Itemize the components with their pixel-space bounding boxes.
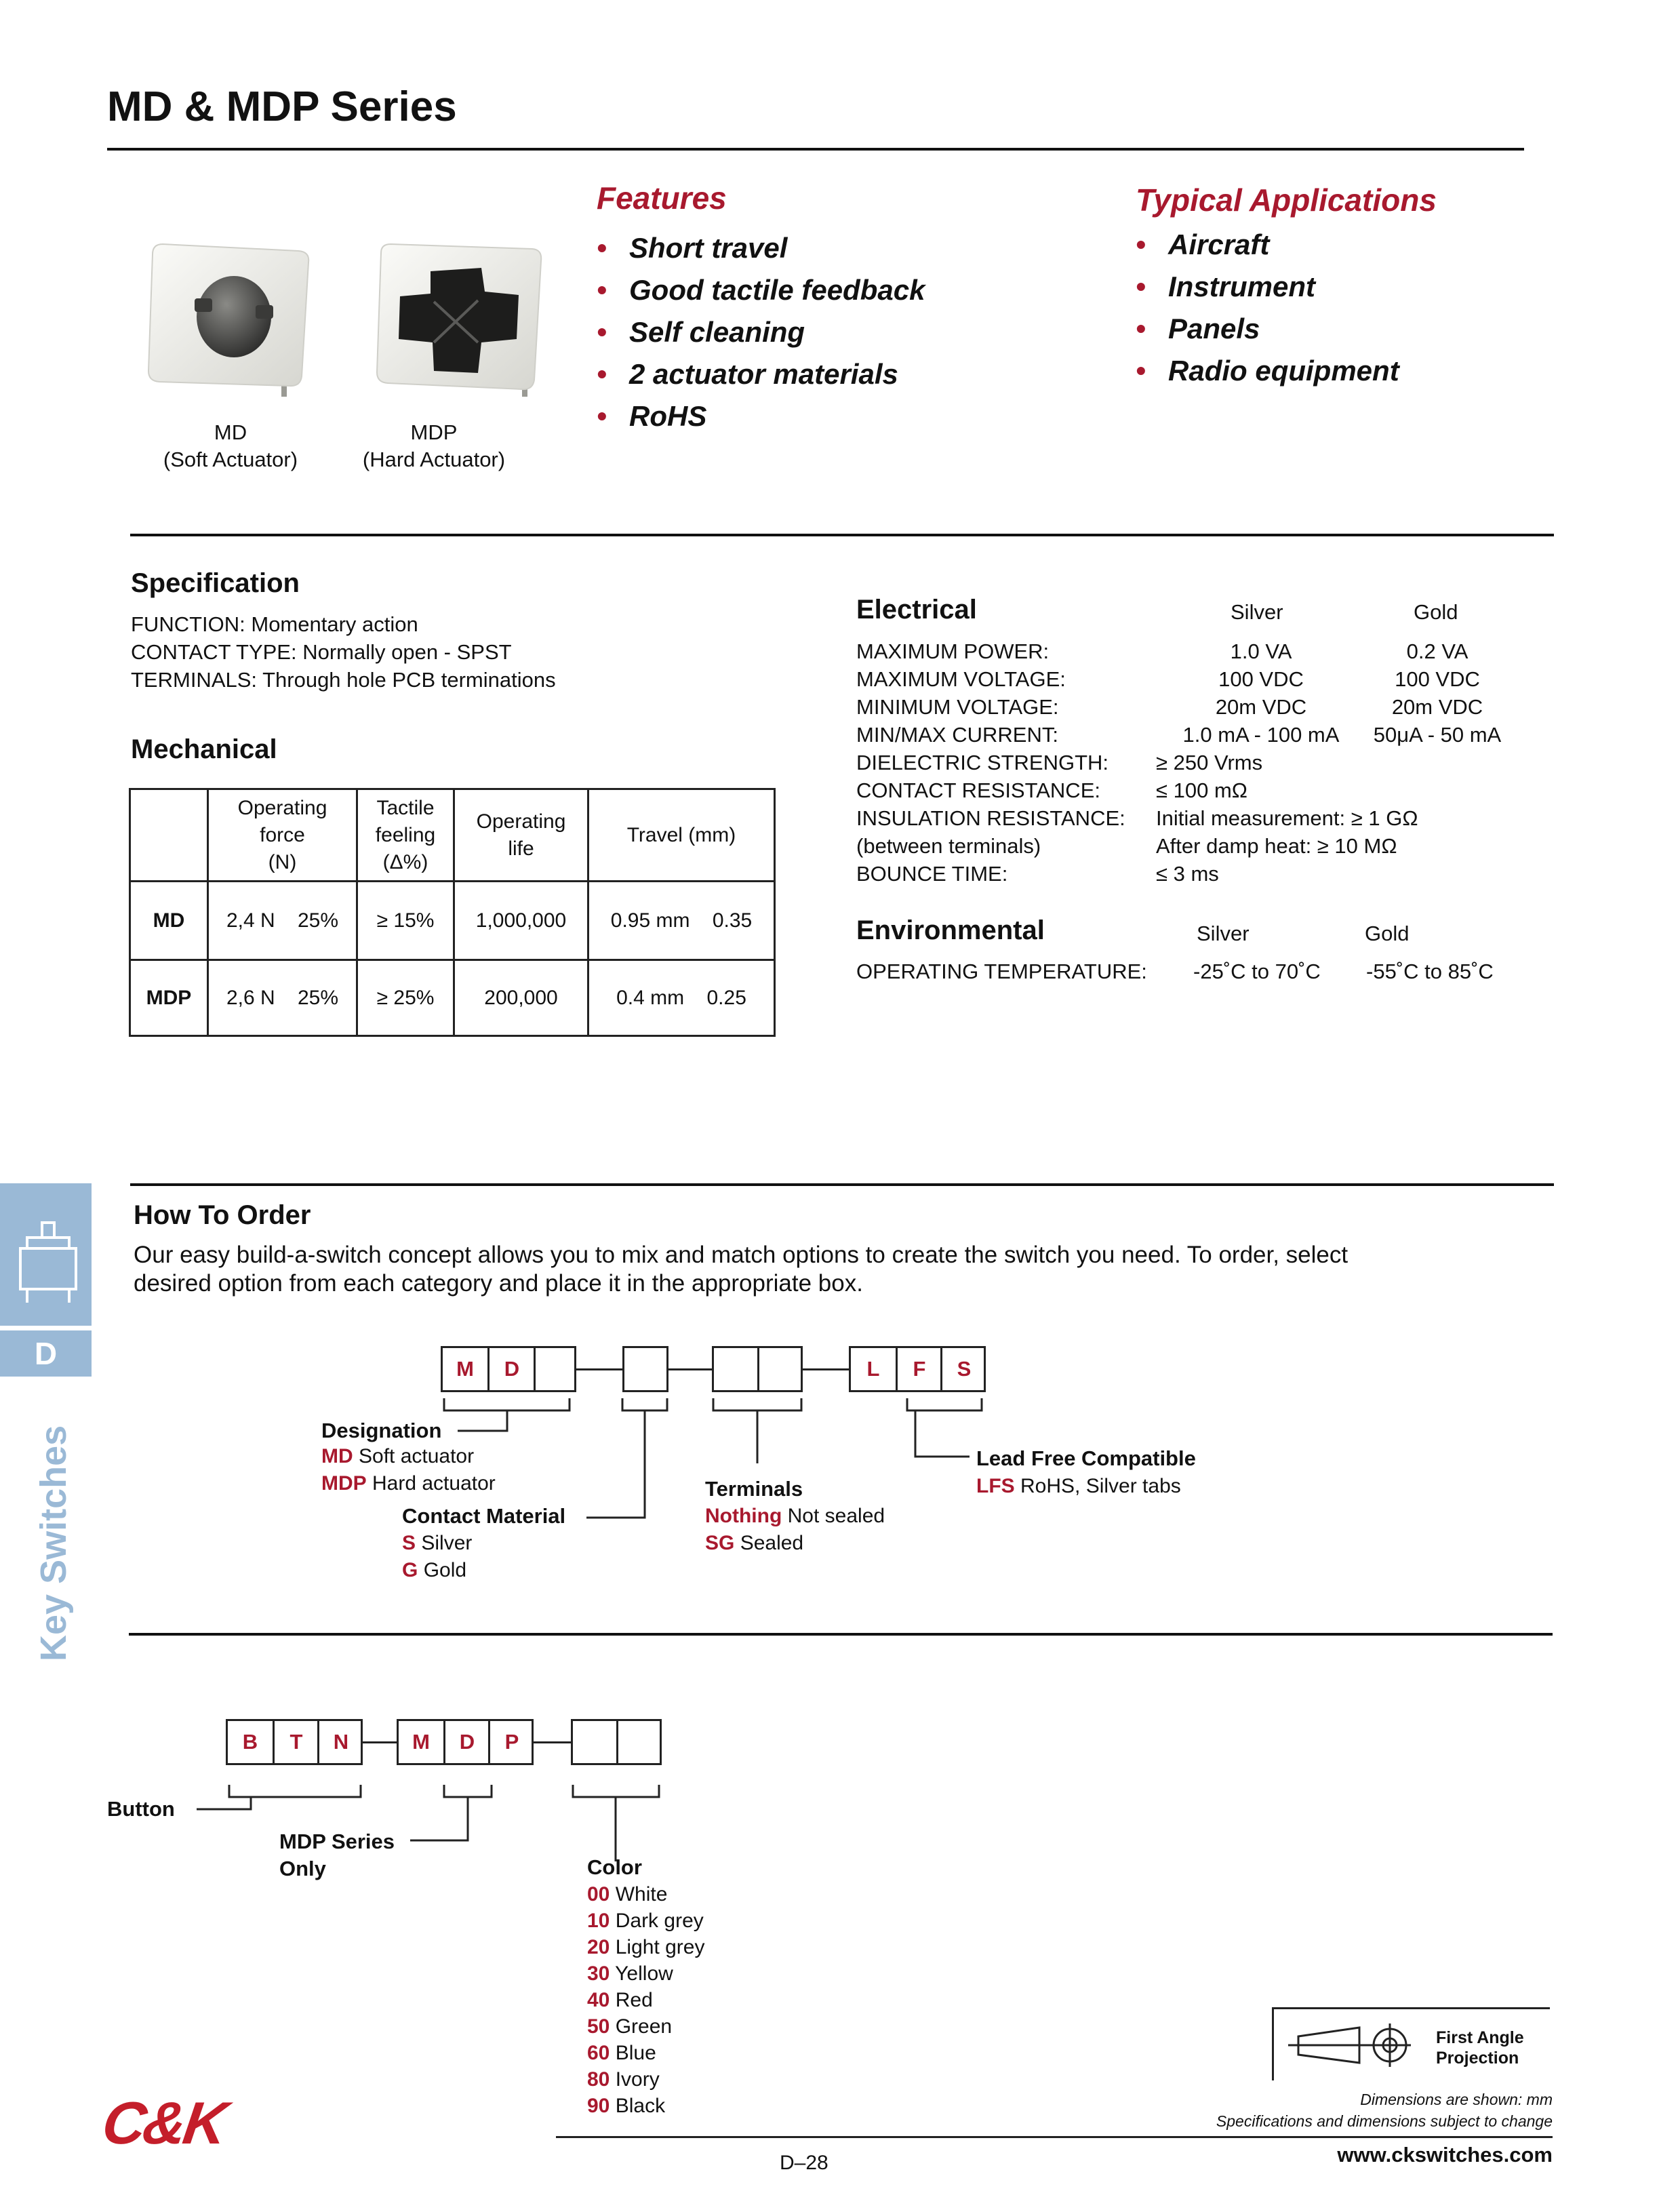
mdp-series-label: MDP Series Only xyxy=(279,1830,395,1880)
row-value: ≥ 250 Vrms xyxy=(1156,751,1263,774)
order-box-designation: M D xyxy=(441,1346,576,1392)
features-heading: Features xyxy=(597,180,727,216)
environmental-heading: Environmental xyxy=(856,915,1045,945)
col-travel: Travel (mm) xyxy=(588,789,775,882)
cell-silver: 100 VDC xyxy=(1218,667,1304,691)
page-number: D–28 xyxy=(780,2152,828,2174)
cell-gold: 50μA - 50 mA xyxy=(1373,723,1502,747)
ck-logo: C&K xyxy=(98,2089,229,2156)
cell-silver: 1.0 mA - 100 mA xyxy=(1182,723,1340,747)
table-row: MD 2,4 N 25% ≥ 15% 1,000,000 0.95 mm 0.35 xyxy=(130,882,775,960)
cell-gold: -55˚C to 85˚C xyxy=(1366,960,1494,983)
row-label: OPERATING TEMPERATURE: xyxy=(856,960,1147,983)
first-angle-projection-icon xyxy=(1285,2019,1420,2074)
terminals-options: Nothing Not sealed SG Sealed xyxy=(705,1505,885,1554)
row-label: CONTACT RESISTANCE: xyxy=(856,778,1100,802)
cell-silver: 20m VDC xyxy=(1215,695,1307,719)
contact-material-label: Contact Material xyxy=(402,1504,566,1528)
list-item: • Radio equipment xyxy=(1136,355,1399,387)
row-value: Initial measurement: ≥ 1 GΩ xyxy=(1156,806,1418,830)
button-order-box-mdp: M D P xyxy=(397,1719,534,1765)
table-row: MDP 2,6 N 25% ≥ 25% 200,000 0.4 mm 0.25 xyxy=(130,960,775,1036)
projection-label: First Angle Projection xyxy=(1436,2028,1524,2068)
list-item: • 2 actuator materials xyxy=(597,358,898,390)
applications-heading: Typical Applications xyxy=(1136,182,1437,218)
footer-notes: Dimensions are shown: mm Specifications and dimensions subject to change xyxy=(1216,2091,1553,2130)
cell-gold: 20m VDC xyxy=(1391,695,1483,719)
environmental-col-silver: Silver xyxy=(1197,922,1250,945)
lead-free-label: Lead Free Compatible xyxy=(976,1446,1196,1470)
list-item: • Self cleaning xyxy=(597,316,805,348)
row-label: DIELECTRIC STRENGTH: xyxy=(856,751,1109,774)
col-operating-force: Operating force (N) xyxy=(208,789,357,882)
environmental-col-gold: Gold xyxy=(1365,922,1410,945)
col-tactile-feeling: Tactile feeling (Δ%) xyxy=(357,789,454,882)
cell-silver: -25˚C to 70˚C xyxy=(1193,960,1321,983)
specification-heading: Specification xyxy=(131,568,300,598)
table-row: MAXIMUM VOLTAGE: xyxy=(856,667,1066,691)
designation-label: Designation xyxy=(321,1419,442,1442)
side-tab-section: Key Switches xyxy=(33,1425,74,1661)
table-row: MAXIMUM POWER: xyxy=(856,639,1050,663)
projection-top-rule xyxy=(1272,2007,1550,2009)
row-label: BOUNCE TIME: xyxy=(856,862,1008,886)
terminals-label: Terminals xyxy=(705,1477,803,1501)
contact-material-options: S Silver G Gold xyxy=(402,1532,473,1581)
list-item: • Short travel xyxy=(597,232,788,264)
list-item: • Good tactile feedback xyxy=(597,274,925,306)
projection-side-rule xyxy=(1272,2007,1274,2080)
electrical-col-gold: Gold xyxy=(1414,600,1458,624)
cell-gold: 0.2 VA xyxy=(1406,639,1469,663)
list-item: • Aircraft xyxy=(1136,229,1270,260)
table-row: MIN/MAX CURRENT: xyxy=(856,723,1058,747)
button-order-box-btn: B T N xyxy=(226,1719,363,1765)
row-value: After damp heat: ≥ 10 MΩ xyxy=(1156,834,1397,858)
button-label: Button xyxy=(107,1797,175,1821)
color-options: 00 White 10 Dark grey 20 Light grey 30 Yellow 40 Red 50 Green 60 Blue 80 Ivory 90 Black xyxy=(587,1883,705,2117)
table-row: MINIMUM VOLTAGE: xyxy=(856,695,1059,719)
designation-options: MD Soft actuator MDP Hard actuator xyxy=(321,1445,496,1495)
mdp-caption: MDP (Hard Actuator) xyxy=(362,420,506,471)
list-item: • Panels xyxy=(1136,313,1260,344)
row-label: INSULATION RESISTANCE: xyxy=(856,806,1125,830)
how-to-order-intro: Our easy build-a-switch concept allows you to mix and match options to create the switch you need. To order, select desired option from each category and place it in the appropriate box. xyxy=(134,1242,1349,1297)
col-operating-life: Operating life xyxy=(454,789,588,882)
footer-rule xyxy=(556,2136,1553,2138)
cell-gold: 100 VDC xyxy=(1395,667,1480,691)
mechanical-heading: Mechanical xyxy=(131,734,277,764)
button-order-box-color[interactable] xyxy=(571,1719,662,1765)
electrical-heading: Electrical xyxy=(856,595,977,625)
electrical-col-silver: Silver xyxy=(1231,600,1283,624)
specification-lines: FUNCTION: Momentary action CONTACT TYPE: Normally open - SPST TERMINALS: Through hole PCB terminations xyxy=(131,612,556,692)
list-item: • RoHS xyxy=(597,400,707,432)
md-caption: MD (Soft Actuator) xyxy=(163,420,298,471)
website-link[interactable]: www.ckswitches.com xyxy=(1337,2143,1553,2167)
row-value: ≤ 100 mΩ xyxy=(1156,778,1247,802)
section-rule xyxy=(129,1633,1553,1636)
row-value: ≤ 3 ms xyxy=(1156,862,1219,886)
color-label: Color xyxy=(587,1855,642,1879)
page-title: MD & MDP Series xyxy=(107,83,457,130)
order-box-lead-free: L F S xyxy=(849,1346,986,1392)
list-item: • Instrument xyxy=(1136,271,1316,302)
row-label: (between terminals) xyxy=(856,834,1041,858)
how-to-order-heading: How To Order xyxy=(134,1200,311,1230)
cell-silver: 1.0 VA xyxy=(1230,639,1292,663)
side-tab-letter: D xyxy=(0,1330,92,1377)
lead-free-options: LFS RoHS, Silver tabs xyxy=(976,1475,1181,1497)
